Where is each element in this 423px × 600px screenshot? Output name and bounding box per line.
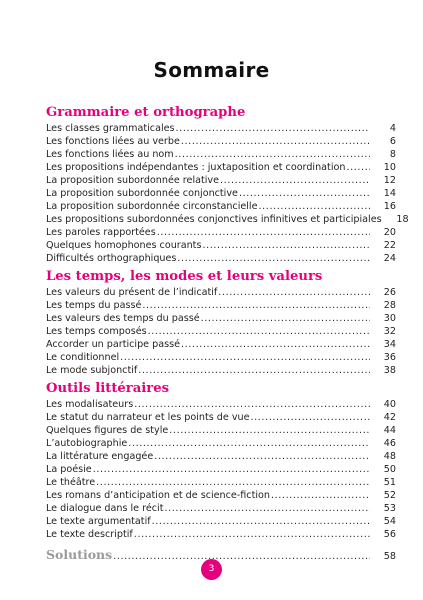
dot-leader xyxy=(152,515,370,528)
toc-entry[interactable] xyxy=(46,437,396,450)
toc-entry[interactable] xyxy=(46,252,396,265)
entry-label: L’autobiographie xyxy=(46,438,128,449)
entry-page: 24 xyxy=(383,253,396,264)
toc-entry[interactable] xyxy=(46,411,396,424)
dot-leader xyxy=(239,187,370,200)
page-number-badge: 3 xyxy=(201,559,222,580)
entry-page: 44 xyxy=(383,425,396,436)
toc-entry[interactable] xyxy=(46,312,396,325)
entry-label: La proposition subordonnée circonstancielle xyxy=(46,201,258,212)
entry-label: Le théâtre xyxy=(46,477,96,488)
toc-section-temps xyxy=(46,268,396,377)
toc-entry[interactable] xyxy=(46,239,396,252)
dot-leader xyxy=(177,252,370,265)
dot-leader xyxy=(142,299,370,312)
entry-page: 18 xyxy=(396,214,409,225)
dot-leader xyxy=(202,239,370,252)
entry-page: 26 xyxy=(383,287,396,298)
entry-label: Le texte argumentatif xyxy=(46,516,151,527)
toc-entry[interactable] xyxy=(46,286,396,299)
entry-label: Les temps du passé xyxy=(46,300,142,311)
toc-entry[interactable] xyxy=(46,364,396,377)
toc-entry[interactable] xyxy=(46,174,396,187)
dot-leader xyxy=(169,424,370,437)
entry-page: 4 xyxy=(389,123,396,134)
dot-leader xyxy=(96,476,370,489)
entry-label: La littérature engagée xyxy=(46,451,154,462)
entry-page: 34 xyxy=(383,339,396,350)
entry-label: Les romans d’anticipation et de science-fiction xyxy=(46,490,270,501)
entry-label: Les modalisateurs xyxy=(46,399,134,410)
dot-leader xyxy=(134,398,370,411)
toc-entry[interactable] xyxy=(46,450,396,463)
toc-entry[interactable] xyxy=(46,424,396,437)
toc-entry[interactable] xyxy=(46,325,396,338)
toc-entry[interactable] xyxy=(46,351,396,364)
toc-entry[interactable] xyxy=(46,148,396,161)
dot-leader xyxy=(138,364,370,377)
entry-page: 51 xyxy=(383,477,396,488)
entry-page: 52 xyxy=(383,490,396,501)
dot-leader xyxy=(164,502,370,515)
toc-entry[interactable] xyxy=(46,299,396,312)
entry-page: 42 xyxy=(383,412,396,423)
entry-label: Difficultés orthographiques xyxy=(46,253,177,264)
toc-entry[interactable] xyxy=(46,398,396,411)
page-title: Sommaire xyxy=(153,58,270,82)
entry-label: Les fonctions liées au nom xyxy=(46,149,174,160)
toc-entry[interactable] xyxy=(46,200,396,213)
dot-leader xyxy=(93,463,370,476)
entry-page: 8 xyxy=(389,149,396,160)
entry-page: 14 xyxy=(383,188,396,199)
toc-entry[interactable] xyxy=(46,476,396,489)
entry-label: Le mode subjonctif xyxy=(46,365,138,376)
dot-leader xyxy=(218,286,370,299)
entry-label: Les temps composés xyxy=(46,326,147,337)
entry-label: Quelques figures de style xyxy=(46,425,169,436)
entry-page: 48 xyxy=(383,451,396,462)
toc-entry[interactable] xyxy=(46,338,396,351)
dot-leader xyxy=(250,411,370,424)
dot-leader xyxy=(220,174,370,187)
entry-page: 22 xyxy=(383,240,396,251)
dot-leader xyxy=(120,351,370,364)
entry-label: Les paroles rapportées xyxy=(46,227,156,238)
dot-leader xyxy=(259,200,371,213)
entry-page: 40 xyxy=(383,399,396,410)
entry-label: Les propositions subordonnées conjonctives infinitives et participiales xyxy=(46,214,382,225)
entry-label: Le dialogue dans le récit xyxy=(46,503,164,514)
section-title: Outils littéraires xyxy=(46,381,170,396)
dot-leader xyxy=(128,437,370,450)
entry-label: Le statut du narrateur et les points de vue xyxy=(46,412,250,423)
entry-label: Les propositions indépendantes : juxtaposition et coordination xyxy=(46,162,346,173)
entry-label: Accorder un participe passé xyxy=(46,339,180,350)
toc-entry[interactable] xyxy=(46,515,396,528)
entry-page: 16 xyxy=(383,201,396,212)
solutions-page: 58 xyxy=(383,551,396,562)
toc-entry-solutions[interactable] xyxy=(46,547,396,563)
dot-leader xyxy=(271,489,370,502)
entry-page: 56 xyxy=(383,529,396,540)
entry-page: 10 xyxy=(383,162,396,173)
entry-page: 36 xyxy=(383,352,396,363)
entry-page: 53 xyxy=(383,503,396,514)
entry-label: La poésie xyxy=(46,464,92,475)
entry-page: 30 xyxy=(383,313,396,324)
toc-entry[interactable] xyxy=(46,489,396,502)
dot-leader xyxy=(157,226,370,239)
toc-entry[interactable] xyxy=(46,213,409,226)
entry-page: 32 xyxy=(383,326,396,337)
entry-page: 28 xyxy=(383,300,396,311)
entry-label: Les fonctions liées au verbe xyxy=(46,136,180,147)
solutions-label: Solutions xyxy=(46,547,113,562)
dot-leader xyxy=(113,549,370,565)
toc-entry[interactable] xyxy=(46,135,396,148)
dot-leader xyxy=(181,135,370,148)
toc-section-outils xyxy=(46,380,396,541)
entry-page: 54 xyxy=(383,516,396,527)
entry-page: 20 xyxy=(383,227,396,238)
entry-page: 46 xyxy=(383,438,396,449)
entry-label: Les classes grammaticales xyxy=(46,123,175,134)
entry-page: 12 xyxy=(383,175,396,186)
entry-page: 38 xyxy=(383,365,396,376)
dot-leader xyxy=(181,338,370,351)
toc-entry[interactable] xyxy=(46,226,396,239)
entry-page: 6 xyxy=(389,136,396,147)
toc-entry[interactable] xyxy=(46,161,396,174)
section-title: Grammaire et orthographe xyxy=(46,105,246,120)
toc-entry[interactable] xyxy=(46,187,396,200)
dot-leader xyxy=(176,122,370,135)
entry-label: La proposition subordonnée conjonctive xyxy=(46,188,238,199)
entry-label: La proposition subordonnée relative xyxy=(46,175,219,186)
entry-label: Le texte descriptif xyxy=(46,529,133,540)
dot-leader xyxy=(134,528,370,541)
dot-leader xyxy=(346,161,370,174)
toc-entry[interactable] xyxy=(46,463,396,476)
toc-entry[interactable] xyxy=(46,502,396,515)
section-title: Les temps, les modes et leurs valeurs xyxy=(46,269,323,284)
toc-entry[interactable] xyxy=(46,528,396,541)
toc-entry[interactable] xyxy=(46,122,396,135)
dot-leader xyxy=(148,325,370,338)
entry-page: 50 xyxy=(383,464,396,475)
dot-leader xyxy=(201,312,370,325)
entry-label: Les valeurs des temps du passé xyxy=(46,313,200,324)
entry-label: Les valeurs du présent de l’indicatif xyxy=(46,287,218,298)
dot-leader xyxy=(154,450,370,463)
dot-leader xyxy=(175,148,370,161)
entry-label: Le conditionnel xyxy=(46,352,120,363)
table-of-contents xyxy=(46,104,409,563)
entry-label: Quelques homophones courants xyxy=(46,240,202,251)
toc-section-grammaire xyxy=(46,104,409,265)
